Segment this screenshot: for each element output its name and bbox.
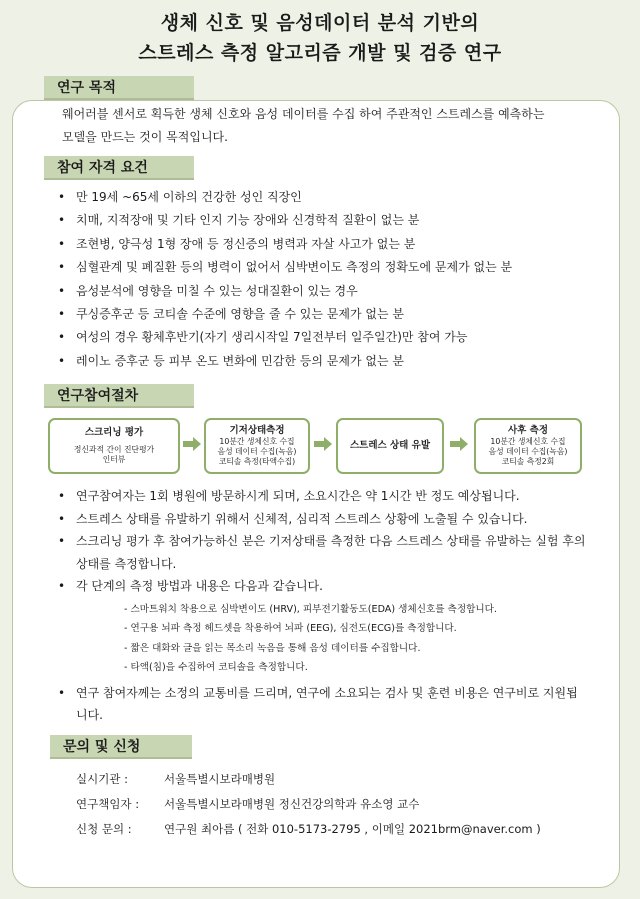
arrow-right-icon (313, 436, 333, 452)
title-line-2: 스트레스 측정 알고리즘 개발 및 검증 연구 (138, 42, 502, 64)
contact-label: 연구책임자 : (76, 797, 140, 811)
measurement-item: - 스마트워치 착용으로 심박변이도 (HRV), 피부전기활동도(EDA) 생체신호를 측정합니다. (124, 603, 497, 615)
step-desc: 코티솔 측정2회 (501, 457, 555, 466)
contact-value: 연구원 최아름 ( 전화 010-5173-2795 , 이메일 2021brm@naver.com ) (164, 822, 541, 836)
contact-value: 서울특별시보라매병원 정신건강의학과 유소영 교수 (164, 797, 420, 811)
list-item: • 연구 참여자께는 소정의 교통비를 드리며, 연구에 소요되는 검사 및 훈련 비용은 연구비로 지원됩니다. (56, 682, 586, 727)
list-item: • 여성의 경우 황체후반기(자기 생리시작일 7일전부터 일주일간)만 참여 가능 (56, 326, 596, 349)
contact-value: 서울특별시보라매병원 (164, 772, 276, 786)
step-desc: 10분간 생체신호 수집 (219, 437, 295, 446)
measurement-item: - 짧은 대화와 글을 읽는 목소리 녹음을 통해 음성 데이터를 수집합니다. (124, 642, 421, 654)
step-post-measurement (474, 418, 582, 474)
list-item: • 연구참여자는 1회 병원에 방문하시게 되며, 소요시간은 약 1시간 반 정도 예상됩니다. (56, 485, 586, 508)
step-screening (48, 418, 180, 474)
purpose-text (62, 103, 602, 149)
purpose-line-2: 모델을 만드는 것이 목적입니다. (62, 130, 228, 144)
list-item (56, 575, 586, 678)
list-item: • 레이노 증후군 등 피부 온도 변화에 민감한 등의 문제가 없는 분 (56, 350, 596, 373)
section-heading-procedure: 연구참여절차 (44, 384, 194, 408)
title-line-1: 생체 신호 및 음성데이터 분석 기반의 (160, 12, 480, 34)
measurement-item: - 연구용 뇌파 측정 헤드셋을 착용하여 뇌파 (EEG), 심전도(ECG)를 측정합니다. (124, 623, 457, 634)
arrow-right-icon (182, 436, 202, 452)
list-item: • 조현병, 양극성 1형 장애 등 정신증의 병력과 자살 사고가 없는 분 (56, 233, 596, 256)
list-item: • 치매, 지적장애 및 기타 인지 기능 장애와 신경학적 질환이 없는 분 (56, 209, 596, 232)
document-title (0, 8, 640, 68)
list-item-text: 각 단계의 측정 방법과 내용은 다음과 같습니다. (76, 579, 323, 593)
step-title: 사후 측정 (507, 425, 548, 436)
contact-label: 신청 문의 : (76, 822, 132, 836)
step-stress-induction (336, 418, 444, 474)
procedure-notes (56, 485, 586, 727)
contact-pi (76, 792, 419, 816)
step-desc: 10분간 생체신호 수집 (490, 437, 566, 446)
contact-institution (76, 767, 275, 791)
measurement-item: - 타액(침)을 수집하여 코티솔을 측정합니다. (124, 662, 308, 673)
contact-inquiry (76, 817, 541, 841)
measurement-list (76, 600, 586, 678)
list-item: • 스크리닝 평가 후 참여가능하신 분은 기저상태를 측정한 다음 스트레스 상태를 유발하는 실험 후의 상태를 측정합니다. (56, 530, 586, 575)
section-heading-contact: 문의 및 신청 (50, 735, 192, 759)
list-item: • 심혈관계 및 폐질환 등의 병력이 없어서 심박변이도 측정의 정확도에 문제가 없는 분 (56, 256, 596, 279)
list-item: • 음성분석에 영향을 미칠 수 있는 성대질환이 있는 경우 (56, 280, 596, 303)
list-item: • 쿠싱증후군 등 코티솔 수준에 영향을 줄 수 있는 문제가 없는 분 (56, 303, 596, 326)
purpose-line-1: 웨어러블 센서로 획득한 생체 신호와 음성 데이터를 수집 하여 주관적인 스트레스를 예측하는 (62, 107, 545, 121)
step-baseline (204, 418, 310, 474)
section-heading-eligibility: 참여 자격 요건 (44, 156, 194, 180)
step-desc: 음성 데이터 수집(녹음) (488, 447, 568, 456)
list-item: • 만 19세 ~65세 이하의 건강한 성인 직장인 (56, 186, 596, 209)
list-item: • 스트레스 상태를 유발하기 위해서 신체적, 심리적 스트레스 상황에 노출될 수 있습니다. (56, 508, 586, 531)
step-desc: 정신과적 간이 진단평가 (73, 445, 155, 454)
step-desc: 음성 데이터 수집(녹음) (217, 447, 297, 456)
section-heading-purpose: 연구 목적 (44, 76, 194, 100)
step-title: 기저상태측정 (229, 425, 285, 436)
step-desc: 인터뷰 (102, 455, 126, 464)
step-desc: 코티솔 측정(타액수집) (218, 457, 296, 466)
eligibility-list (56, 186, 596, 373)
contact-label: 실시기관 : (76, 772, 128, 786)
step-title: 스트레스 상태 유발 (349, 440, 431, 451)
step-title: 스크리닝 평가 (84, 427, 144, 438)
arrow-right-icon (449, 436, 469, 452)
